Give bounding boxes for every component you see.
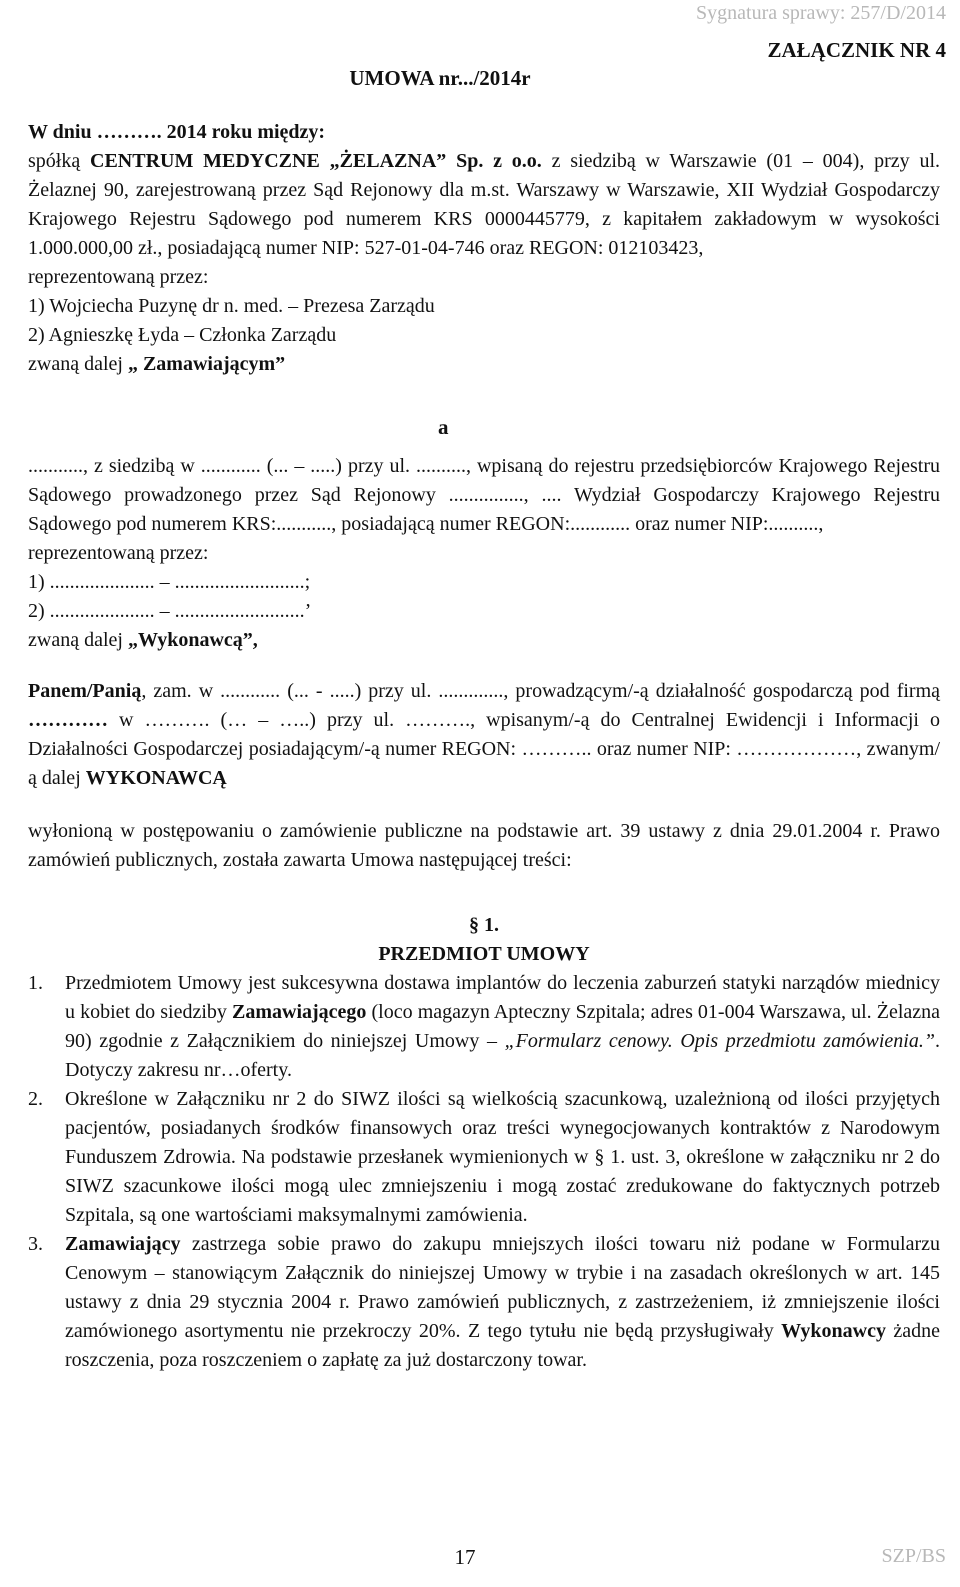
case-signature: Sygnatura sprawy: 257/D/2014: [696, 2, 946, 24]
item-number: 2.: [28, 1088, 43, 1110]
section-paragraph-number: § 1.: [469, 914, 499, 936]
item-number: 3.: [28, 1233, 43, 1255]
party2-representative-1: 1) ..................... – ..........................;: [28, 571, 311, 593]
footer-code: SZP/BS: [881, 1545, 946, 1567]
section-item: [28, 1230, 940, 1375]
item2-text: Określone w Załączniku nr 2 do SIWZ ilości są wielkością szacunkową, uzależnioną od ilości przyjętych pacjentów, posiadanych środków finansowych oraz treści wynegocjowanych kontraktów z Narodowym Funduszem Zdrowia. Na podstawie przesłanek wymienionych w § 1. ust. 3, określone w załączniku nr 2 do SIWZ szacunkowe ilości mogą ulec zmniejszeniu i mogą zostać zredukowane do faktycznych potrzeb Szpitala, są one wartościami maksymalnymi zamówienia.: [65, 1088, 940, 1226]
party3-description: [28, 677, 940, 793]
section-title: PRZEDMIOT UMOWY: [378, 943, 590, 965]
date-line: W dniu ………. 2014 roku między:: [28, 121, 326, 143]
contract-title: UMOWA nr.../2014r: [349, 66, 531, 90]
section-item: [28, 1085, 940, 1230]
item3-text-b: żadne roszczenia, poza roszczeniem o zapłatę za już dostarczony towar.: [65, 1320, 940, 1371]
party1-role: „ Zamawiającym”: [127, 353, 286, 375]
party1-details: z siedzibą w Warszawie (01 – 004), przy ul. Żelaznej 90, zarejestrowaną przez Sąd Rejonowy dla m.st. Warszawy w Warszawie, XII Wydział Gospodarczy Krajowego Rejestru Sądowego pod numerem KRS 0000445779, z kapitałem zakładowym w wysokości 1.000.000,00 zł., posiadającą numer NIP: 527-01-04-746 oraz REGON: 012103423,: [28, 150, 941, 259]
item1-text-a: Przedmiotem Umowy jest sukcesywna dostawa implantów do leczenia zaburzeń statyki narządów miednicy u kobiet do siedziby: [65, 972, 940, 1023]
item1-text-c: . Dotyczy zakresu nr…oferty.: [65, 1030, 940, 1081]
party2-called: [28, 626, 940, 655]
item-number: 1.: [28, 972, 43, 994]
party3-details-b: w ………. (… – …..) przy ul. ………., wpisanym/-ą do Centralnej Ewidencji i Informacji o Działalności Gospodarczej posiadającym/-ą numer REGON: ……….. oraz numer NIP: ………………, zwanym/ą dalej: [28, 709, 940, 789]
party3-name: Panem/Panią: [28, 680, 142, 702]
and-separator: a: [438, 415, 449, 439]
item1-bold: Zamawiającego: [232, 1001, 367, 1023]
selection-statement: wyłonioną w postępowaniu o zamówienie publiczne na podstawie art. 39 ustawy z dnia 29.01.2004 r. Prawo zamówień publicznych, została zawarta Umowa następującej treści:: [28, 820, 940, 871]
called-prefix: zwaną dalej: [28, 353, 128, 375]
party2-represented: reprezentowaną przez:: [28, 542, 209, 564]
called-prefix: zwaną dalej: [28, 629, 128, 651]
party2-representative-2: 2) ..................... – ..........................’: [28, 600, 312, 622]
item3-bold: Zamawiający: [65, 1233, 181, 1255]
party3-role: WYKONAWCĄ: [85, 767, 227, 789]
item3-bold2: Wykonawcy: [781, 1320, 886, 1342]
party3-details-a: , zam. w ............ (... - .....) przy ul. ............., prowadzącym/-ą działalność gospodarczą pod firmą: [141, 680, 940, 702]
contract-body: [28, 118, 940, 1375]
party1-description: [28, 147, 940, 263]
item1-text-b: (loco magazyn Apteczny Szpitala; adres 01-004 Warszawa, ul. Żelazna 90) zgodnie z Załącznikiem do niniejszej Umowy –: [65, 1001, 941, 1052]
section-items: [28, 969, 940, 1375]
party1-representative-2: 2) Agnieszkę Łyda – Członka Zarządu: [28, 324, 337, 346]
party1-name: CENTRUM MEDYCZNE „ŻELAZNA” Sp. z o.o.: [90, 150, 542, 172]
party1-called: [28, 350, 940, 379]
party2-role: „Wykonawcą”,: [127, 629, 258, 651]
party3-company-dots: …………: [28, 709, 108, 731]
party1-representative-1: 1) Wojciecha Puzynę dr n. med. – Prezesa Zarządu: [28, 295, 435, 317]
section-item: [28, 969, 940, 1085]
attachment-label: ZAŁĄCZNIK NR 4: [767, 38, 946, 62]
party1-represented: reprezentowaną przez:: [28, 266, 209, 288]
item3-text-a: zastrzega sobie prawo do zakupu mniejszych ilości towaru niż podane w Formularzu Cenowym – stanowiącym Załącznik do niniejszej Umowy w trybie i na zasadach określonych w art. 145 ustawy z dnia 29 stycznia 2004 r. Prawo zamówień publicznych, z zastrzeżeniem, iż zmniejszenie ilości zamówionego asortymentu nie przekroczy 20%. Z tego tytułu nie będą przysługiwały: [65, 1233, 940, 1342]
party1-prefix: spółką: [28, 150, 91, 172]
party2-description: ..........., z siedzibą w ............ (... – .....) przy ul. .........., wpisaną do rejestru przedsiębiorców Krajowego Rejestru Sądowego prowadzonego przez Sąd Rejonowy ..............., .... Wydział Gospodarczy Krajowego Rejestru Sądowego pod numerem KRS:..........., posiadającą numer REGON:............ oraz numer NIP:..........,: [28, 455, 940, 535]
item1-italic: „Formularz cenowy. Opis przedmiotu zamówienia.”: [504, 1030, 935, 1052]
page-number: 17: [454, 1545, 476, 1569]
